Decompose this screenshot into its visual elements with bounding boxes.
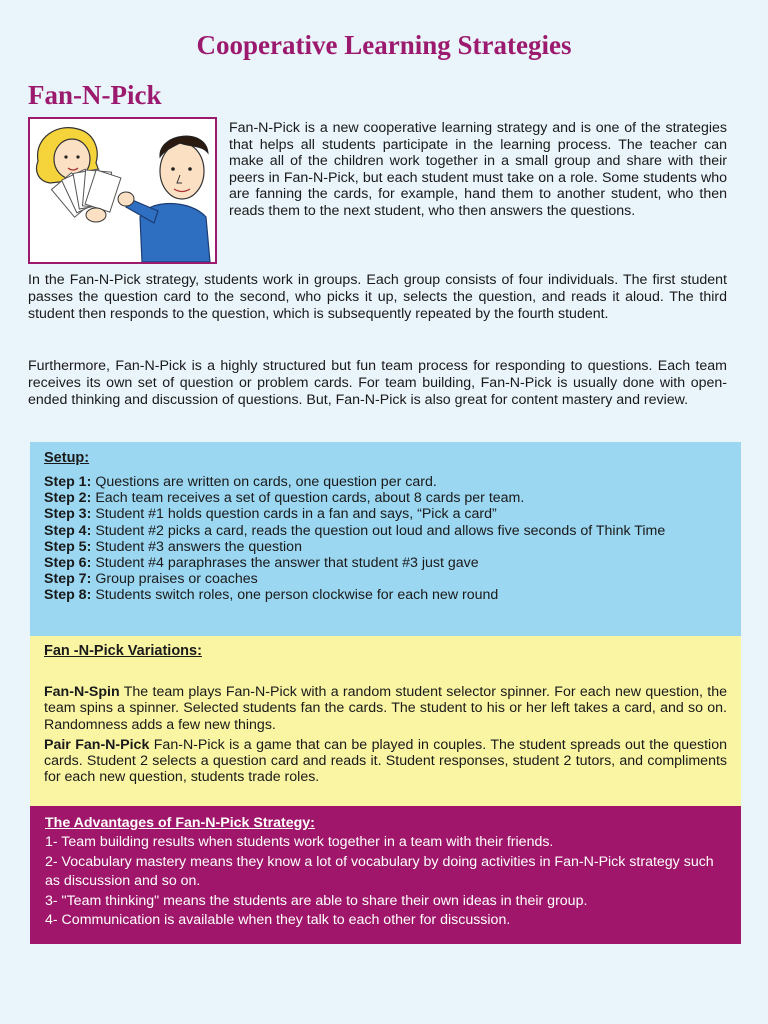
setup-steps	[44, 474, 727, 604]
setup-step	[44, 523, 727, 539]
advantages-heading: The Advantages of Fan-N-Pick Strategy:	[45, 815, 315, 831]
variation-item	[44, 737, 727, 786]
step-text: Questions are written on cards, one question per card.	[95, 474, 437, 490]
step-text: Student #2 picks a card, reads the question out loud and allows five seconds of Think Time	[95, 522, 666, 539]
body-paragraph: In the Fan-N-Pick strategy, students work in groups. Each group consists of four individuals. The first student passes the question card to the second, who picks it up, selects the question, and reads it aloud. The third student then responds to the question, which is subsequently repeated by the fourth student.	[28, 272, 727, 322]
step-text: Student #3 answers the question	[95, 538, 302, 555]
section-title: Fan-N-Pick	[28, 80, 162, 110]
variations-box	[30, 636, 741, 806]
step-text: Students switch roles, one person clockwise for each new round	[95, 587, 499, 604]
setup-step	[44, 539, 727, 555]
variation-item	[44, 684, 727, 733]
setup-step	[44, 587, 727, 603]
step-label: Step 1:	[44, 474, 92, 490]
setup-step	[44, 506, 727, 522]
advantages-list	[45, 833, 726, 931]
variations-heading: Fan -N-Pick Variations:	[44, 643, 202, 659]
step-label: Step 3:	[44, 506, 92, 523]
setup-step	[44, 555, 727, 571]
advantage-item: 4- Communication is available when they talk to each other for discussion.	[45, 912, 511, 928]
step-text: Student #1 holds question cards in a fan and says, “Pick a card”	[95, 506, 497, 523]
variation-name: Pair Fan-N-Pick	[44, 736, 150, 753]
step-label: Step 6:	[44, 555, 92, 572]
intro-paragraph: Fan-N-Pick is a new cooperative learning strategy and is one of the strategies that helps all students participate in the learning process. The teacher can make all of the children work together in a small group and share with their peers in Fan-N-Pick, but each student must take on a role. Some students who are fanning the cards, for example, hand them to another student, who then reads them to the next student, who then answers the questions.	[229, 120, 727, 219]
setup-heading: Setup:	[44, 450, 90, 466]
advantage-item: 3- "Team thinking" means the students are able to share their own ideas in their group.	[45, 892, 588, 909]
step-label: Step 8:	[44, 587, 92, 604]
step-label: Step 7:	[44, 571, 92, 588]
step-label: Step 5:	[44, 538, 92, 555]
students-illustration-image	[30, 119, 215, 262]
setup-step	[44, 571, 727, 587]
page-title: Cooperative Learning Strategies	[196, 30, 572, 60]
setup-box	[30, 442, 741, 636]
advantage-item: 1- Team building results when students work together in a team with their friends.	[45, 834, 554, 850]
advantage-item: 2- Vocabulary mastery means they know a lot of vocabulary by doing activities in Fan-N-Pick strategy such as discussion and so on.	[45, 853, 714, 889]
step-text: Each team receives a set of question cards, about 8 cards per team.	[95, 490, 525, 507]
students-illustration	[28, 117, 217, 264]
variation-name: Fan-N-Spin	[44, 684, 120, 700]
step-label: Step 2:	[44, 490, 92, 507]
step-label: Step 4:	[44, 522, 92, 539]
variation-text: Fan-N-Pick is a game that can be played in couples. The student spreads out the question cards. Student 2 selects a question card and reads it. Student responses, student 2 tutors, and compliments for each new question, students trade roles.	[44, 736, 727, 786]
step-text: Student #4 paraphrases the answer that student #3 just gave	[95, 555, 479, 572]
setup-step	[44, 490, 727, 506]
body-paragraph: Furthermore, Fan-N-Pick is a highly structured but fun team process for responding to questions. Each team receives its own set of question or problem cards. For team building, Fan-N-Pick is usually done with open-ended thinking and discussion of questions. But, Fan-N-Pick is also great for content mastery and review.	[28, 358, 727, 408]
setup-step	[44, 474, 727, 490]
step-text: Group praises or coaches	[95, 571, 258, 588]
variation-text: The team plays Fan-N-Pick with a random student selector spinner. For each new question, the team spins a spinner. Selected students fan the cards. The student to his or her left takes a card, and so on. Randomness adds a few new things.	[44, 684, 727, 733]
advantages-box	[30, 806, 741, 944]
